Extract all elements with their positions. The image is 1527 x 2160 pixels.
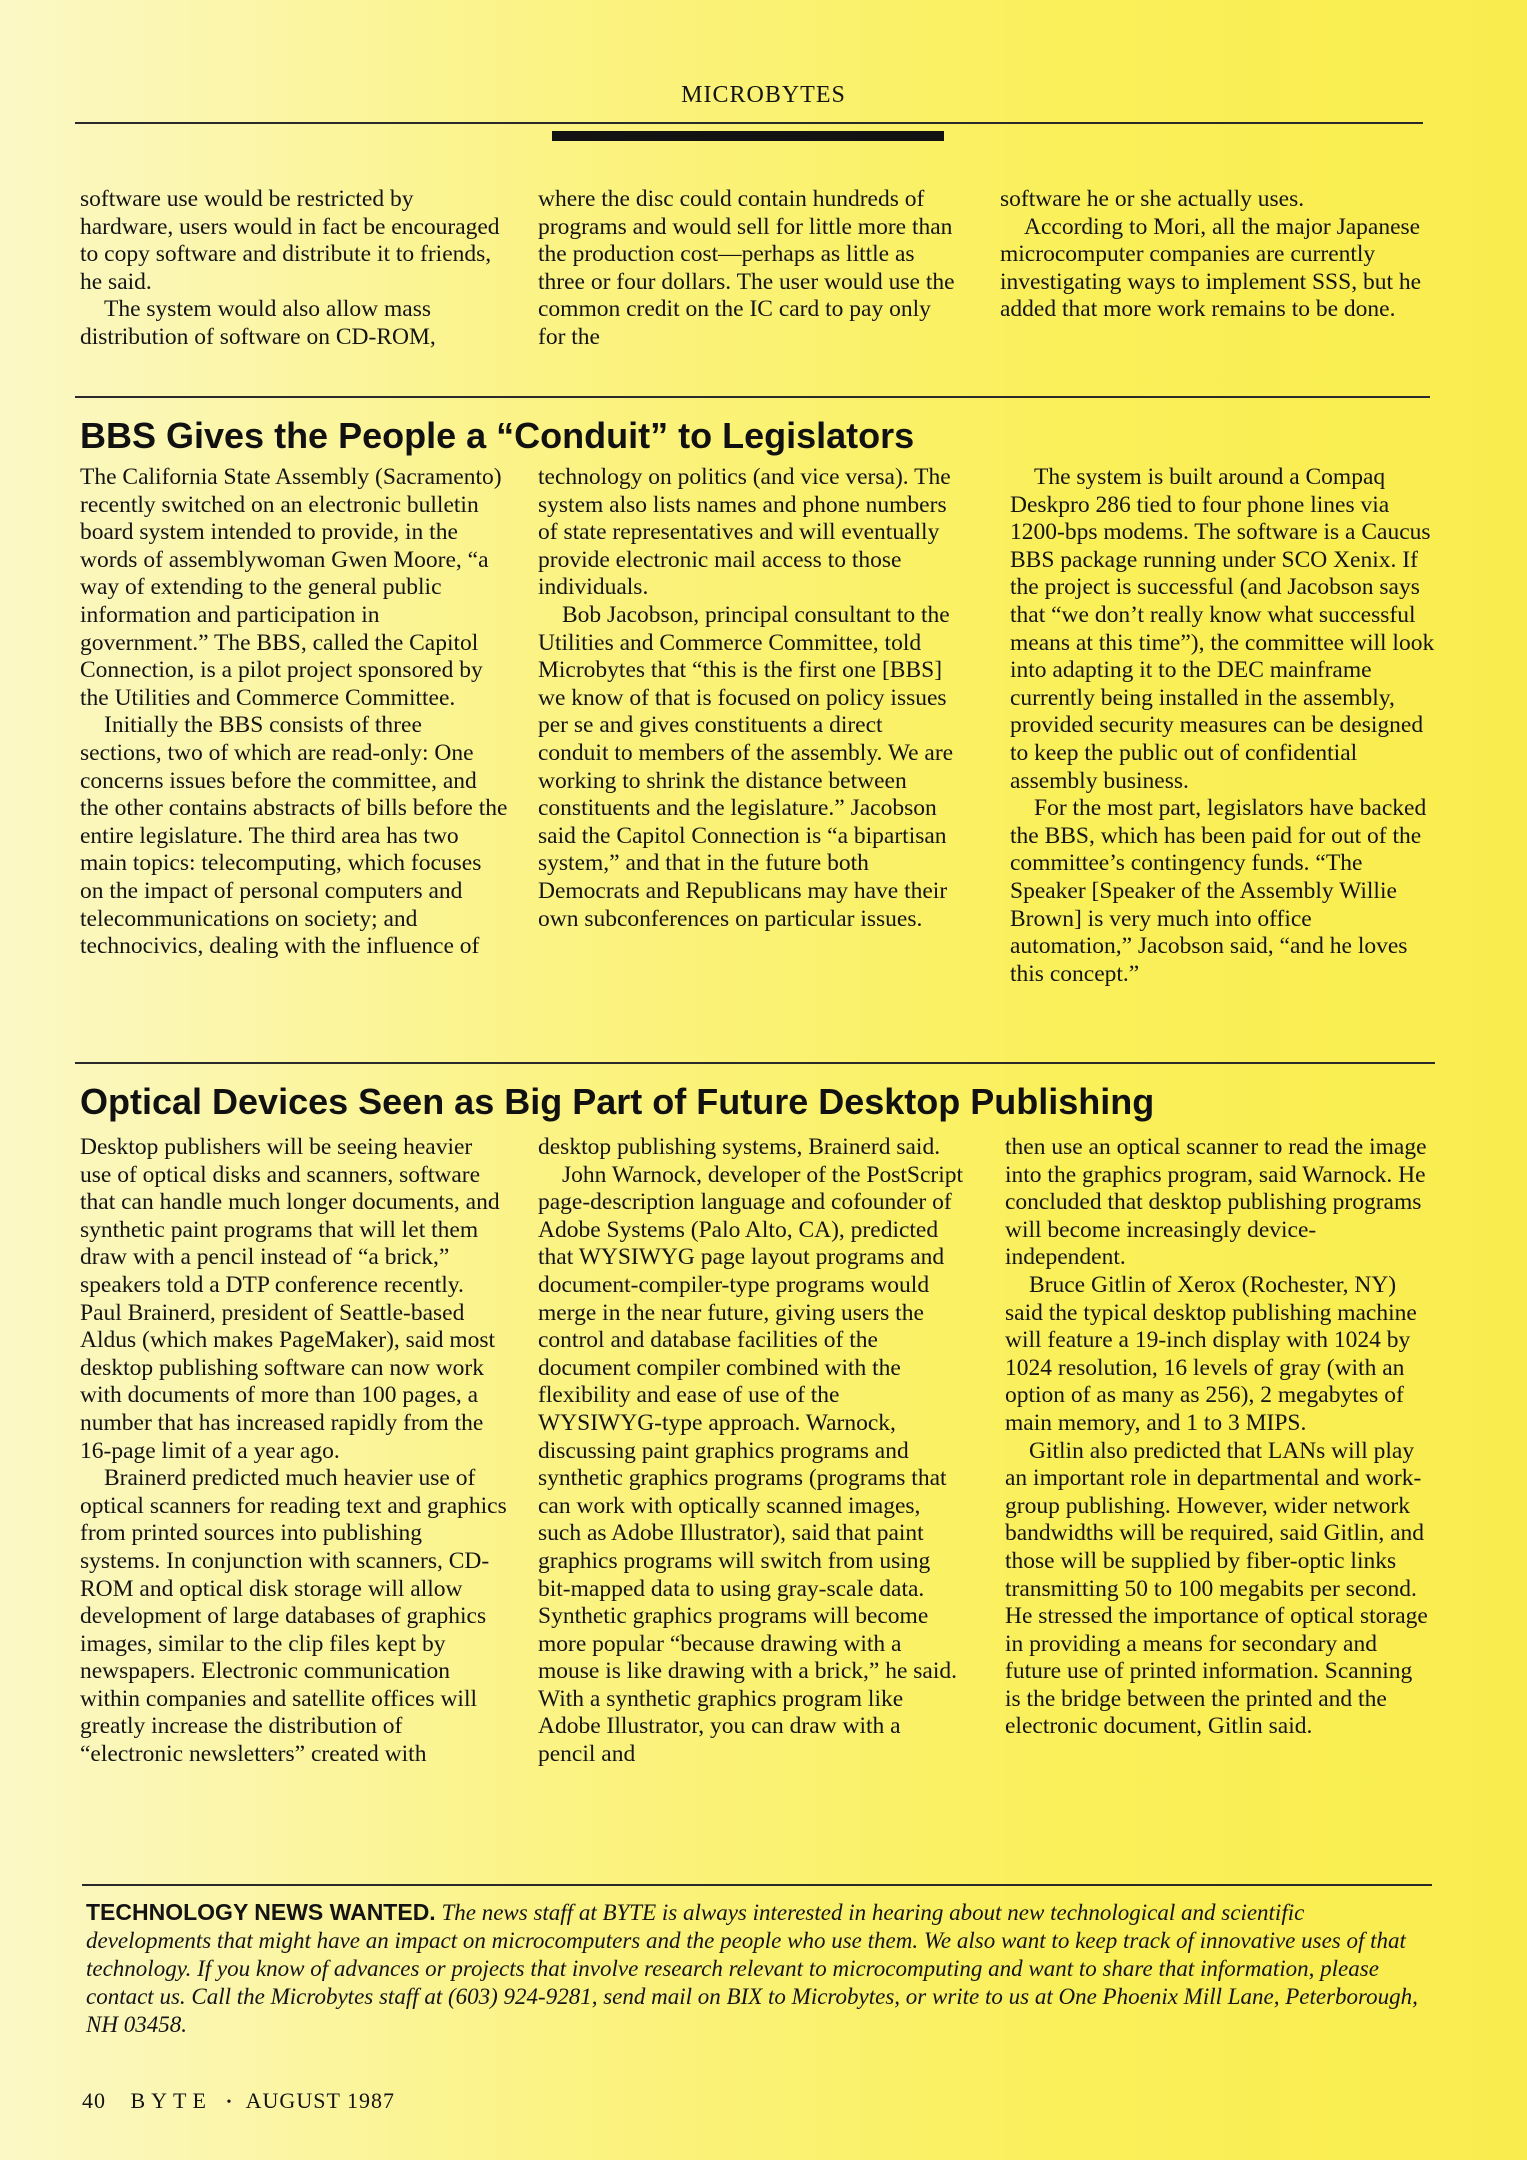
paragraph: then use an optical scanner to read the image into the graphics program, said Warnock. He concluded that desktop publishing programs will become increasingly device-independent. bbox=[1005, 1134, 1427, 1271]
section-title: MICROBYTES bbox=[681, 82, 846, 108]
paragraph: The system is built around a Compaq Deskpro 286 tied to four phone lines via 1200-bps modems. The software is a Caucus BBS package running under SCO Xenix. If the project is successful (and Jacobson says that “we don’t really know what successful means at this time”), the committee will look into adapting it to the DEC mainframe currently being installed in the assembly, provided security measures can be designed to keep the public out of confidential assembly business. bbox=[1010, 464, 1435, 794]
paragraph: For the most part, legislators have backed the BBS, which has been paid for out of the committee’s contingency funds. “The Speaker [Speaker of the Assembly Willie Brown] is very much into office automation,” Jacobson said, “and he loves this concept.” bbox=[1010, 795, 1427, 987]
article1-headline: BBS Gives the People a “Conduit” to Legislators bbox=[80, 415, 915, 456]
paragraph: desktop publishing systems, Brainerd said. bbox=[538, 1134, 941, 1160]
paragraph: The system would also allow mass distribution of software on CD-ROM, bbox=[80, 296, 436, 350]
paragraph: where the disc could contain hundreds of programs and would sell for little more than the production cost—perhaps as little as three or four dollars. The user would use the common credit on the IC card to pay only for the bbox=[538, 186, 955, 350]
paragraph: According to Mori, all the major Japanese microcomputer companies are currently investigating ways to implement SSS, but he added that more work remains to be done. bbox=[1000, 213, 1422, 323]
leadin-column-1 bbox=[80, 186, 510, 352]
paragraph: software he or she actually uses. bbox=[1000, 186, 1305, 212]
footer-bullet: • bbox=[226, 2094, 233, 2110]
paragraph: Initially the BBS consists of three sections, two of which are read-only: One concerns issues before the committee, and the other contains abstracts of bills before the entire legislature. The third area has two main topics: telecomputing, which focuses on the impact of personal computers and telecommunications on society; and technocivics, dealing with the influence of bbox=[80, 712, 508, 960]
paragraph: The California State Assembly (Sacramento) recently switched on an electronic bulletin board system intended to provide, in the words of assemblywoman Gwen Moore, “a way of extending to the general public information and participation in government.” The BBS, called the Capitol Connection, is a pilot project sponsored by the Utilities and Commerce Committee. bbox=[80, 464, 502, 711]
header-thick-bar bbox=[552, 131, 944, 141]
article1-column-1 bbox=[80, 464, 508, 961]
paragraph: Bruce Gitlin of Xerox (Rochester, NY) said the typical desktop publishing machine will feature a 19-inch display with 1024 by 1024 resolution, 16 levels of gray (with an option of as many as 256), 2 megabytes of main memory, and 1 to 3 MIPS. bbox=[1005, 1271, 1417, 1436]
article2-column-1 bbox=[80, 1134, 508, 1769]
paragraph: Brainerd predicted much heavier use of optical scanners for reading text and graphics from printed sources into publishing systems. In conjunction with scanners, CD-ROM and optical disk storage will allow development of large databases of graphics images, similar to the clip files kept by newspapers. Electronic communication within companies and satellite offices will greatly increase the distribution of “electronic newsletters” created with bbox=[80, 1465, 507, 1768]
article2-column-2 bbox=[538, 1134, 963, 1769]
paragraph: John Warnock, developer of the PostScript page-description language and cofounder of Adobe Systems (Palo Alto, CA), predicted that WYSIWYG page layout programs and document-compiler-type programs would merge in the near future, giving users the control and database facilities of the document compiler combined with the flexibility and ease of use of the WYSIWYG-type approach. Warnock, discussing paint graphics programs and synthetic graphics programs (programs that can work with optically scanned images, such as Adobe Illustrator), said that paint graphics programs will switch from using bit-mapped data to using gray-scale data. Synthetic graphics programs will become more popular “because drawing with a mouse is like drawing with a brick,” he said. With a synthetic graphics program like Adobe Illustrator, you can draw with a pencil and bbox=[538, 1161, 964, 1768]
page-footer bbox=[82, 2088, 395, 2114]
paragraph: Gitlin also predicted that LANs will play an important role in departmental and work-group publishing. However, wider network bandwidths will be required, said Gitlin, and those will be supplied by fiber-optic links transmitting 50 to 100 megabits per second. He stressed the importance of optical storage in providing a means for secondary and future use of printed information. Scanning is the bridge between the printed and the electronic document, Gitlin said. bbox=[1005, 1437, 1428, 1740]
paragraph: Desktop publishers will be seeing heavier use of optical disks and scanners, software that can handle much longer documents, and synthetic paint programs that will let them draw with a pencil instead of “a brick,” speakers told a DTP conference recently. Paul Brainerd, president of Seattle-based Aldus (which makes PageMaker), said most desktop publishing software can now work with documents of more than 100 pages, a number that has increased rapidly from the 16-page limit of a year ago. bbox=[80, 1134, 500, 1464]
issue-date: AUGUST 1987 bbox=[245, 2088, 395, 2113]
paragraph: software use would be restricted by hardware, users would in fact be encouraged to copy software and distribute it to friends, he said. bbox=[80, 186, 500, 295]
article2-top-rule bbox=[75, 1062, 1435, 1064]
article2-column-3 bbox=[1005, 1134, 1433, 1741]
article1-column-2 bbox=[538, 464, 958, 933]
article1-top-rule bbox=[75, 396, 1430, 398]
magazine-name: BYTE bbox=[130, 2088, 212, 2113]
page-number: 40 bbox=[82, 2088, 106, 2113]
paragraph: technology on politics (and vice versa). The system also lists names and phone numbers of state representatives and will eventually provide electronic mail access to those individuals. bbox=[538, 464, 951, 601]
header-rule bbox=[75, 122, 1423, 124]
notice-text: The news staff at BYTE is always interested in hearing about new technological and scientific developments that might have an impact on microcomputers and the people who use them. We also want to keep track of innovative uses of that technology. If you know of advances or projects that involve research relevant to microcomputing and want to share that information, please contact us. Call the Microbytes staff at (603) 924-9281, send mail on BIX to Microbytes, or write to us at One Phoenix Mill Lane, Peterborough, NH 03458. bbox=[86, 1900, 1418, 2037]
notice-top-rule bbox=[82, 1884, 1432, 1886]
paragraph: Bob Jacobson, principal consultant to the Utilities and Commerce Committee, told Microbytes that “this is the first one [BBS] we know of that is focused on policy issues per se and gives constituents a direct conduit to members of the assembly. We are working to shrink the distance between constituents and the legislature.” Jacobson said the Capitol Connection is “a bipartisan system,” and that in the future both Democrats and Republicans may have their own subconferences on particular issues. bbox=[538, 601, 954, 932]
article1-column-3 bbox=[1010, 464, 1435, 988]
leadin-column-2 bbox=[538, 186, 958, 352]
notice-label: TECHNOLOGY NEWS WANTED. bbox=[86, 1899, 436, 1925]
technology-news-notice bbox=[86, 1898, 1426, 2039]
leadin-column-3 bbox=[1000, 186, 1430, 324]
article2-headline: Optical Devices Seen as Big Part of Future Desktop Publishing bbox=[80, 1081, 1155, 1122]
